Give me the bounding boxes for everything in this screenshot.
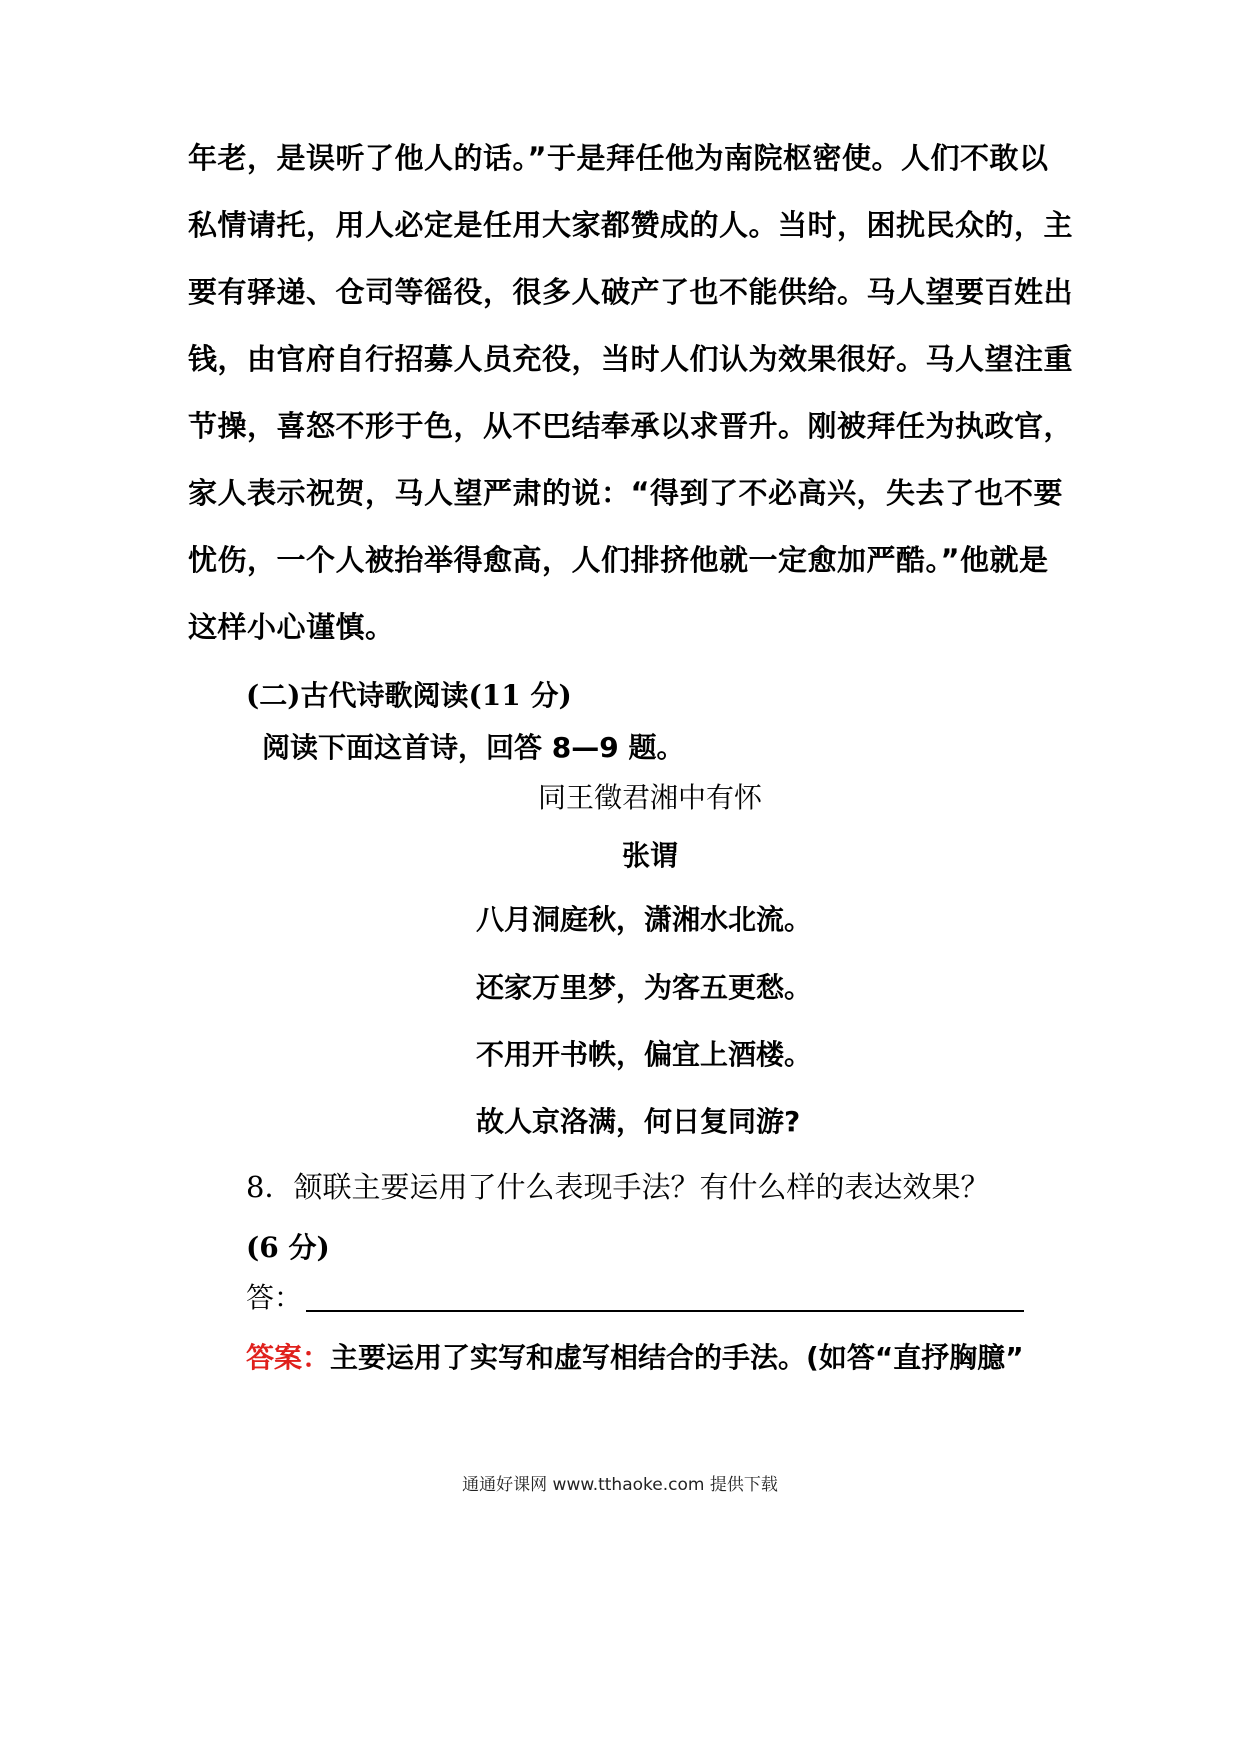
answer-key-text: 主要运用了实写和虚写相结合的手法。(如答“直抒胸臆” bbox=[330, 1341, 1024, 1374]
answer-key bbox=[246, 1336, 1024, 1376]
prose-line: 私情请托，用人必定是任用大家都赞成的人。当时，困扰民众的，主 bbox=[188, 208, 1074, 242]
poem-title: 同王徵君湘中有怀 bbox=[537, 781, 762, 814]
poem-author: 张谓 bbox=[621, 839, 678, 872]
poem-line: 还家万里梦，为客五更愁。 bbox=[476, 971, 813, 1004]
prose-line: 这样小心谨慎。 bbox=[188, 610, 395, 644]
answer-blank-line[interactable] bbox=[306, 1310, 1024, 1312]
answer-key-label: 答案： bbox=[246, 1341, 331, 1374]
question-text: 8．颔联主要运用了什么表现手法？有什么样的表达效果？ bbox=[246, 1170, 990, 1204]
prose-line: 年老，是误听了他人的话。”于是拜任他为南院枢密使。人们不敢以 bbox=[188, 141, 1049, 175]
question-points: (6 分) bbox=[246, 1231, 330, 1264]
poem-line: 八月洞庭秋，潇湘水北流。 bbox=[476, 903, 813, 936]
section-heading: (二)古代诗歌阅读(11 分) bbox=[246, 679, 572, 712]
prose-line: 要有驿递、仓司等徭役，很多人破产了也不能供给。马人望要百姓出 bbox=[188, 275, 1074, 309]
prose-line: 家人表示祝贺，马人望严肃的说：“得到了不必高兴，失去了也不要 bbox=[188, 476, 1064, 510]
reading-instruction: 阅读下面这首诗，回答 8—9 题。 bbox=[262, 731, 685, 764]
answer-label: 答： bbox=[246, 1281, 303, 1314]
prose-line: 节操，喜怒不形于色，从不巴结奉承以求晋升。刚被拜任为执政官， bbox=[188, 409, 1074, 443]
page-footer: 通通好课网 www.tthaoke.com 提供下载 bbox=[462, 1475, 778, 1495]
poem-line: 不用开书帙，偏宜上酒楼。 bbox=[476, 1038, 813, 1071]
prose-line: 钱，由官府自行招募人员充役，当时人们认为效果很好。马人望注重 bbox=[188, 342, 1074, 376]
prose-line: 忧伤，一个人被抬举得愈高，人们排挤他就一定愈加严酷。”他就是 bbox=[188, 543, 1049, 577]
poem-line: 故人京洛满，何日复同游? bbox=[476, 1105, 801, 1138]
answer-row bbox=[246, 1276, 1026, 1316]
